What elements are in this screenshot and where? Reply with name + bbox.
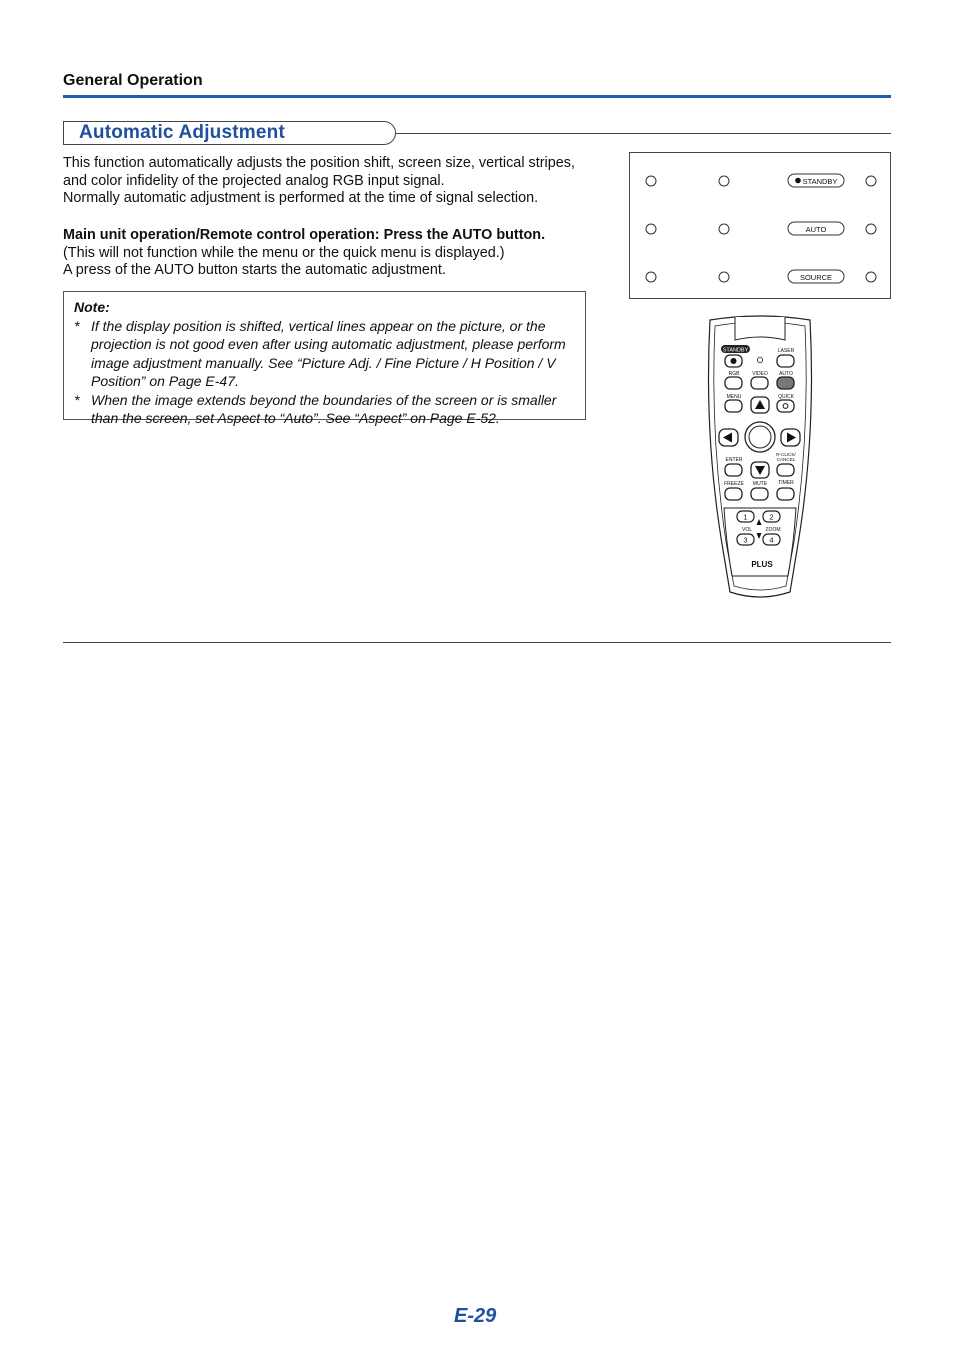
- remote-auto-button: [777, 377, 794, 389]
- remote-laser-label: LASER: [777, 348, 795, 354]
- intro-paragraph-1: This function automatically adjusts the position shift, screen size, vertical stripes, and color infidelity of the projected analog RGB input signal.: [63, 155, 575, 189]
- remote-num4-label: 4: [769, 535, 774, 545]
- operation-heading: Main unit operation/Remote control operation: Press the AUTO button.: [63, 227, 546, 243]
- remote-video-button: [751, 377, 768, 389]
- remote-enter-button: [725, 464, 742, 476]
- intro-text: [63, 155, 593, 208]
- remote-menu-label: MENU: [726, 394, 742, 400]
- remote-rgb-label: RGB: [728, 371, 740, 377]
- remote-rgb-button: [725, 377, 742, 389]
- panel-indicator: [646, 224, 656, 234]
- panel-indicator: [719, 272, 729, 282]
- remote-quick-label: QUICK: [778, 394, 794, 400]
- header-rule: [63, 95, 891, 98]
- remote-num2-label: 2: [769, 512, 774, 522]
- panel-indicator: [866, 176, 876, 186]
- ir-window: [735, 317, 785, 340]
- remote-quick-button: [777, 400, 794, 412]
- remote-enter-label: ENTER: [725, 457, 743, 463]
- note-bullet: *: [74, 317, 80, 334]
- panel-indicator: [646, 272, 656, 282]
- panel-diagram: [630, 153, 892, 300]
- remote-body: [709, 316, 812, 597]
- remote-timer-label: TIMER: [778, 480, 794, 486]
- panel-standby-label: STANDBY: [802, 177, 838, 186]
- remote-rclick-button: [777, 464, 794, 476]
- note-box: [63, 291, 586, 426]
- note-item: [74, 317, 577, 391]
- standby-dot-icon: [795, 178, 801, 184]
- title-rule: [396, 133, 891, 134]
- operation-text: [63, 227, 593, 280]
- note-title: Note:: [74, 299, 110, 315]
- intro-paragraph-2: Normally automatic adjustment is performed at the time of signal selection.: [63, 190, 539, 206]
- panel-auto-label: AUTO: [805, 225, 827, 234]
- note-text: If the display position is shifted, vertical lines appear on the picture, or the projection is not good even after using automatic adjustment, please perform image adjustment manually. See “Picture Adj. / Fine Picture / H Position / V Position” on Page E-47.: [91, 317, 566, 389]
- remote-vol-label: VOL: [741, 527, 753, 533]
- remote-mute-button: [751, 488, 768, 500]
- note-text: When the image extends beyond the boundaries of the screen or is smaller than the screen, set Aspect to “Auto”. See “Aspect” on Page E-52.: [91, 391, 557, 426]
- panel-indicator: [646, 176, 656, 186]
- standby-dot-icon: [731, 358, 737, 364]
- operation-line-1: (This will not function while the menu or the quick menu is displayed.): [63, 244, 505, 261]
- page-title: Automatic Adjustment: [79, 122, 285, 143]
- remote-cancel-label: CANCEL: [776, 457, 796, 462]
- note-item: [74, 391, 577, 428]
- panel-indicator: [866, 224, 876, 234]
- remote-mute-label: MUTE: [752, 481, 768, 487]
- panel-source-label: SOURCE: [799, 273, 833, 282]
- page-number: E-29: [454, 1305, 497, 1327]
- panel-indicator: [866, 272, 876, 282]
- bottom-rule: [63, 642, 891, 643]
- remote-control-diagram: [700, 314, 820, 600]
- remote-zoom-label: ZOOM: [765, 527, 781, 533]
- remote-timer-button: [777, 488, 794, 500]
- remote-video-label: VIDEO: [752, 371, 768, 377]
- section-header: General Operation: [63, 72, 203, 89]
- remote-freeze-button: [725, 488, 742, 500]
- remote-num3-label: 3: [743, 535, 748, 545]
- remote-num1-label: 1: [743, 512, 748, 522]
- panel-indicator: [719, 224, 729, 234]
- remote-rclick-label: R-CLICK/: [776, 452, 796, 457]
- remote-freeze-label: FREEZE: [724, 481, 744, 487]
- main-unit-panel: [629, 152, 891, 299]
- note-bullet: *: [74, 391, 80, 408]
- panel-indicator: [719, 176, 729, 186]
- operation-line-2: A press of the AUTO button starts the automatic adjustment.: [63, 262, 446, 278]
- remote-pointer-pad-inner: [749, 426, 771, 448]
- remote-laser-button: [777, 355, 794, 367]
- remote-brand-logo: PLUS: [751, 560, 773, 569]
- remote-standby-label: STANDBY: [722, 347, 749, 354]
- remote-auto-label: AUTO: [779, 371, 793, 377]
- remote-menu-button: [725, 400, 742, 412]
